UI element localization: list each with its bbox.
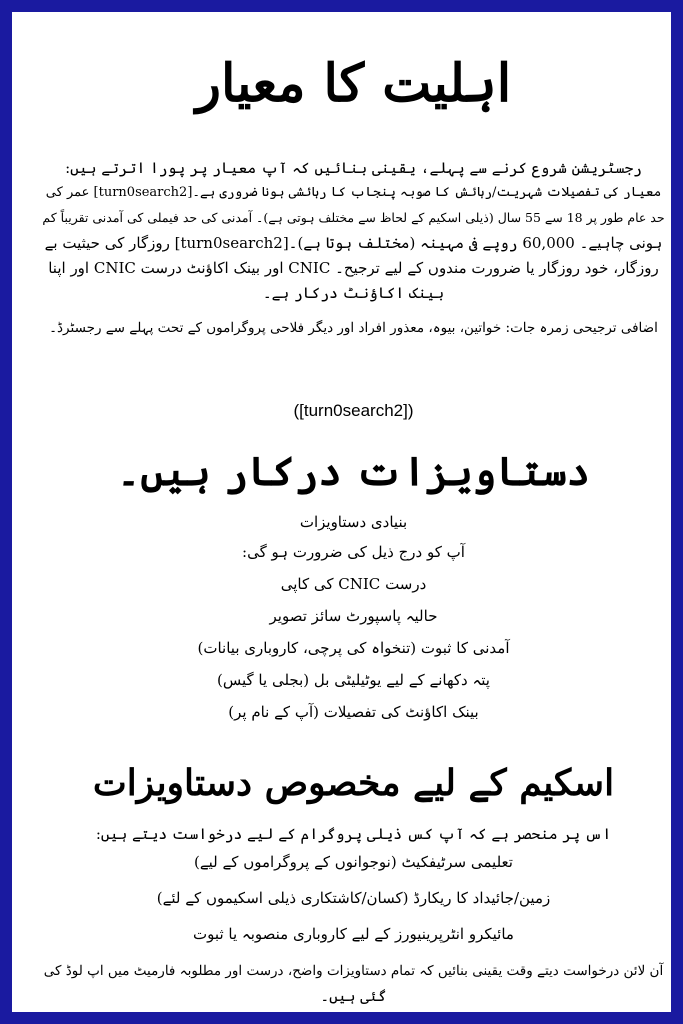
eligibility-intro: رجسٹریشن شروع کرنے سے پہلے، یقینی بنائیں کہ آپ معیار پر پورا اترتے ہیں: [65,159,642,177]
eligibility-line-3: ہونی چاہیے۔ 60,000 روپے فی مہینہ (مختلف ہوتا ہے)۔[turn0search2] روزگار کی حیثیت بے [44,234,663,252]
eligibility-line-1: معیار کی تفصیلات شہریت/رہائش کا صوبہ پنجاب کا رہائشی ہونا ضروری ہے۔[turn0search2] عمر کی [45,185,662,200]
scheme-upload-note-end: گئی ہیں۔ [320,987,387,1005]
documents-intro: آپ کو درج ذیل کی ضرورت ہو گی: [242,543,465,561]
source-reference: ([turn0search2]) [293,401,414,420]
document-item-photo: حالیہ پاسپورٹ سائز تصویر [269,607,438,625]
document-body [24,24,683,1024]
documents-heading: دستاویزات درکار ہیں۔ [116,448,591,495]
page-title: اہلیت کا معیار [195,53,512,114]
eligibility-priority-line: اضافی ترجیحی زمرہ جات: خواتین، بیوہ، معذور افراد اور دیگر فلاحی پروگراموں کے تحت پہلے سے رجسٹرڈ۔ [49,320,658,336]
scheme-item-education: تعلیمی سرٹیفکیٹ (نوجوانوں کے پروگراموں کے لیے) [194,853,513,871]
document-item-bank-details: بینک اکاؤنٹ کی تفصیلات (آپ کے نام پر) [228,703,479,721]
document-item-cnic: درست CNIC کی کاپی [280,575,427,593]
scheme-item-business-plan: مائیکرو انٹرپرینیورز کے لیے کاروباری منصوبہ یا ثبوت [193,925,514,943]
document-item-utility-bill: پتہ دکھانے کے لیے یوٹیلیٹی بل (بجلی یا گیس) [217,671,490,689]
document-item-income-proof: آمدنی کا ثبوت (تنخواہ کی پرچی، کاروباری بیانات) [197,639,510,657]
documents-basic-label: بنیادی دستاویزات [299,513,408,531]
eligibility-line-4: روزگار، خود روزگار یا ضرورت مندوں کے لیے ترجیح۔ CNIC اور بینک اکاؤنٹ درست CNIC اور اپنا [48,259,659,277]
eligibility-line-5: بینک اکاؤنٹ درکار ہے۔ [262,284,445,302]
scheme-intro: اس پر منحصر ہے کہ آپ کس ذیلی پروگرام کے لیے درخواست دیتے ہیں: [95,825,612,843]
scheme-item-land-record: زمین/جائیداد کا ریکارڈ (کسان/کاشتکاری ذیلی اسکیموں کے لئے) [156,889,551,907]
scheme-documents-heading: اسکیم کے لیے مخصوص دستاویزات [92,762,615,804]
scheme-upload-note: آن لائن درخواست دیتے وقت یقینی بنائیں کہ تمام دستاویزات واضح، درست اور مطلوبہ فارمیٹ میں اپ لوڈ کی [43,963,664,979]
eligibility-line-2: حد عام طور پر 18 سے 55 سال (ذیلی اسکیم کے لحاظ سے مختلف ہوتی ہے)۔ آمدنی کی حد فیملی کی آمدنی تقریباً کم [42,210,665,225]
